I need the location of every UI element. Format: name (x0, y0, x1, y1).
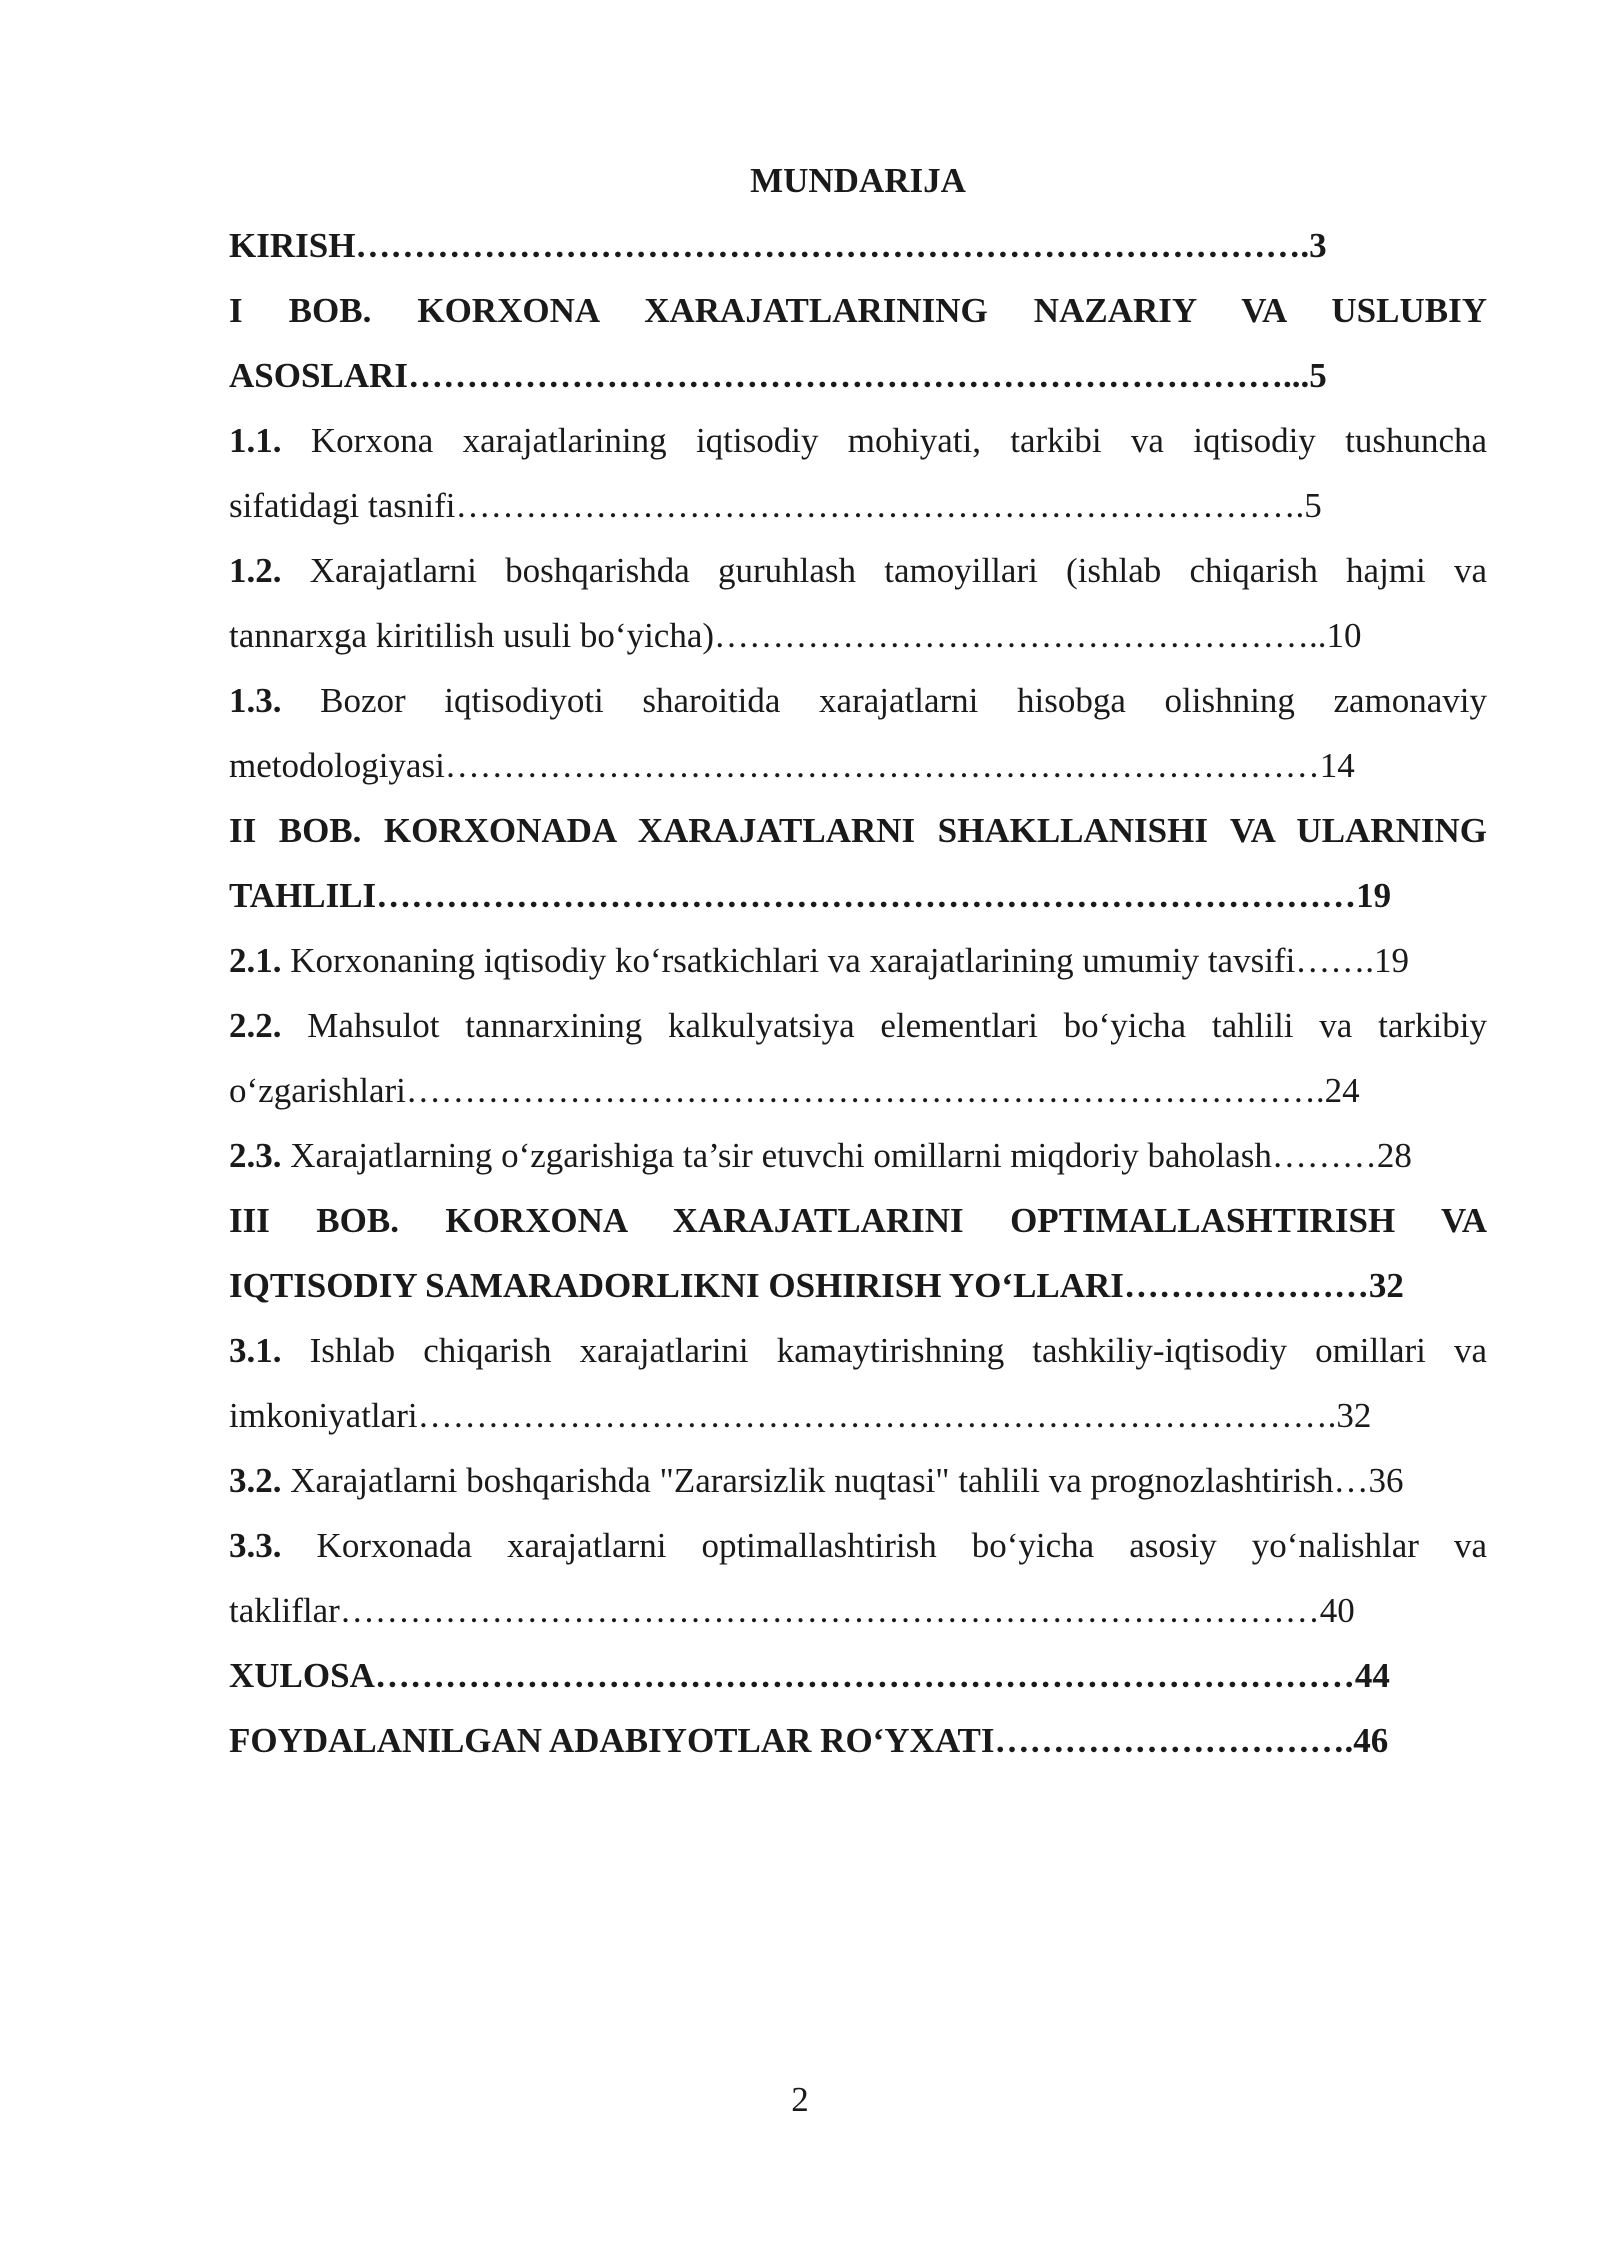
toc-line-text: FOYDALANILGAN ADABIYOTLAR RO‘YXATI………………………….46 (229, 1721, 1389, 1760)
section-number: 2.2. (229, 1006, 282, 1045)
toc-entry (229, 928, 1487, 993)
toc-line-text: IQTISODIY SAMARADORLIKNI OSHIRISH YO‘LLARI…………………32 (229, 1266, 1404, 1305)
table-of-contents (229, 148, 1487, 1773)
toc-entry (229, 1318, 1487, 1448)
toc-entry (229, 798, 1487, 928)
toc-entry (229, 1188, 1487, 1318)
toc-line-text: TAHLILI…………………………………………………………………………19 (229, 876, 1392, 915)
section-number: 3.1. (229, 1331, 282, 1370)
toc-line (229, 733, 1487, 798)
toc-line (229, 213, 1487, 278)
page-number: 2 (791, 2080, 809, 2119)
section-number: 1.2. (229, 551, 282, 590)
toc-line (229, 993, 1487, 1058)
toc-line-text: ASOSLARI…………………………………………………………………...5 (229, 356, 1327, 395)
toc-line-text: Mahsulot tannarxining kalkulyatsiya elementlari bo‘yicha tahlili va tarkibiy (307, 1006, 1487, 1045)
toc-entry (229, 1123, 1487, 1188)
toc-line (229, 1058, 1487, 1123)
toc-line-text: Bozor iqtisodiyoti sharoitida xarajatlarni hisobga olishning zamonaviy (320, 681, 1488, 720)
toc-line (229, 603, 1487, 668)
toc-line-text: Ishlab chiqarish xarajatlarini kamaytirishning tashkiliy-iqtisodiy omillari va (309, 1331, 1488, 1370)
toc-line-text: takliflar…………………………………………………………………………40 (229, 1591, 1355, 1630)
toc-line-text: I BOB. KORXONA XARAJATLARINING NAZARIY VA USLUBIY (229, 291, 1487, 330)
toc-line (229, 1448, 1487, 1513)
toc-line (229, 1708, 1487, 1773)
section-number: 2.3. (229, 1136, 282, 1175)
toc-line-text: Korxona xarajatlarining iqtisodiy mohiyati, tarkibi va iqtisodiy tushuncha (310, 421, 1488, 460)
toc-line-text: II BOB. KORXONADA XARAJATLARNI SHAKLLANISHI VA ULARNING (229, 811, 1487, 850)
toc-entry (229, 278, 1487, 408)
toc-line (229, 1513, 1487, 1578)
toc-line-text: Xarajatlarni boshqarishda guruhlash tamoyillari (ishlab chiqarish hajmi va (309, 551, 1488, 590)
section-number: 3.2. (229, 1461, 282, 1500)
toc-entry (229, 993, 1487, 1123)
toc-line (229, 473, 1487, 538)
toc-line-text: Korxonada xarajatlarni optimallashtirish bo‘yicha asosiy yo‘nalishlar va (316, 1526, 1488, 1565)
toc-line-text: metodologiyasi…………………………………………………………………14 (229, 746, 1355, 785)
toc-entry (229, 1643, 1487, 1708)
toc-line (229, 668, 1487, 733)
toc-entry (229, 538, 1487, 668)
section-number: 1.3. (229, 681, 282, 720)
toc-line-text: o‘zgarishlari…………………………………………………………………….24 (229, 1071, 1360, 1110)
toc-line (229, 1578, 1487, 1643)
toc-line-text: Xarajatlarni boshqarishda "Zararsizlik nuqtasi" tahlili va prognozlashtirish…36 (290, 1461, 1404, 1500)
toc-entry (229, 1513, 1487, 1643)
toc-entry (229, 1448, 1487, 1513)
toc-line (229, 1188, 1487, 1253)
toc-line (229, 928, 1487, 993)
section-number: 2.1. (229, 941, 282, 980)
section-number: 3.3. (229, 1526, 282, 1565)
toc-line (229, 1123, 1487, 1188)
toc-line-text: sifatidagi tasnifi……………………………………………………………….5 (229, 486, 1322, 525)
toc-line-text: imkoniyatlari…………………………………………………………………….32 (229, 1396, 1372, 1435)
toc-entry (229, 408, 1487, 538)
toc-line-text: Korxonaning iqtisodiy ko‘rsatkichlari va xarajatlarining umumiy tavsifi…….19 (290, 941, 1410, 980)
toc-line-text: tannarxga kiritilish usuli bo‘yicha)……………………………………………..10 (229, 616, 1362, 655)
toc-line-text: KIRISH……………………………………………………………………….3 (229, 226, 1327, 265)
section-number: 1.1. (229, 421, 282, 460)
toc-line (229, 798, 1487, 863)
toc-line (229, 538, 1487, 603)
toc-line (229, 1643, 1487, 1708)
toc-line-text: Xarajatlarning o‘zgarishiga ta’sir etuvchi omillarni miqdoriy baholash………28 (290, 1136, 1412, 1175)
toc-line (229, 408, 1487, 473)
toc-entry (229, 213, 1487, 278)
toc-line (229, 1383, 1487, 1448)
toc-entry (229, 1708, 1487, 1773)
toc-line (229, 278, 1487, 343)
toc-line (229, 863, 1487, 928)
toc-entry (229, 668, 1487, 798)
toc-line (229, 343, 1487, 408)
toc-line-text: III BOB. KORXONA XARAJATLARINI OPTIMALLASHTIRISH VA (229, 1201, 1487, 1240)
toc-title: MUNDARIJA (750, 161, 966, 200)
toc-line (229, 1318, 1487, 1383)
toc-line (229, 1253, 1487, 1318)
toc-line-text: XULOSA…………………………………………………………………………44 (229, 1656, 1390, 1695)
